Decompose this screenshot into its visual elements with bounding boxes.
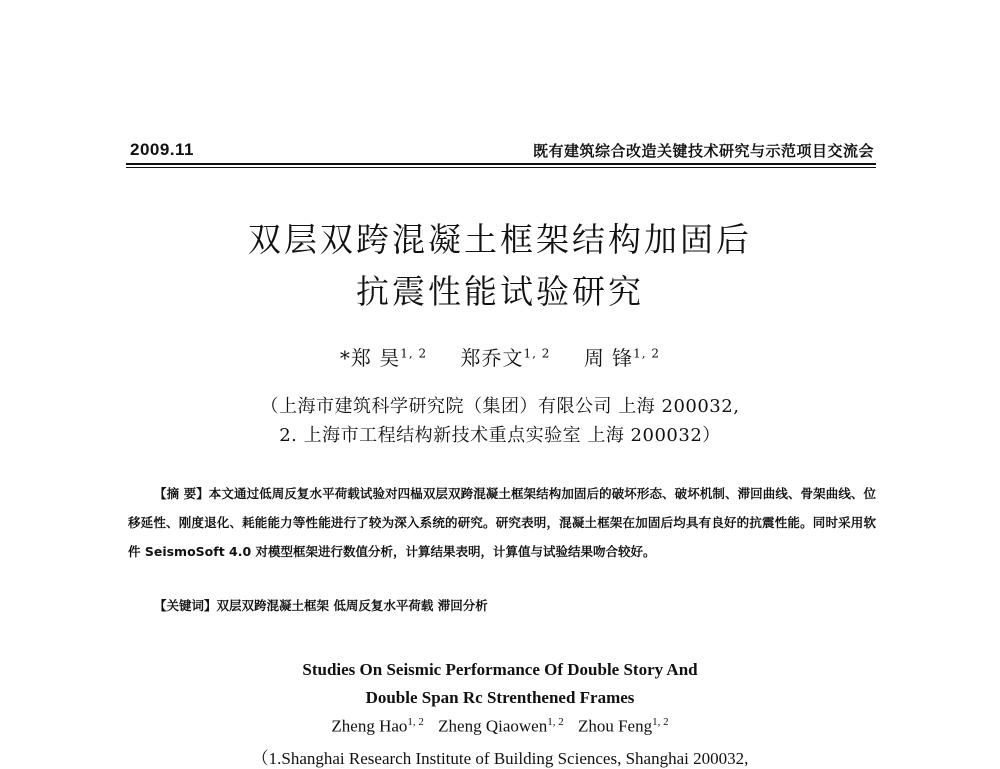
author-name: 周 锋 (583, 346, 634, 370)
author-name: 郑乔文 (460, 346, 524, 370)
header-rule-thin (126, 167, 876, 168)
english-author-name: Zheng Qiaowen (438, 716, 548, 736)
author-affiliation-mark: 1, 2 (523, 346, 551, 361)
english-author-name: Zheng Hao (331, 716, 408, 736)
author-affiliation-mark: 1, 2 (633, 346, 661, 361)
paper-title-line-1: 双层双跨混凝土框架结构加固后 (248, 220, 752, 259)
english-author-name: Zhou Feng (577, 716, 653, 736)
author-affiliation-mark: 1, 2 (400, 346, 428, 361)
english-author-affiliation-mark: 1, 2 (547, 716, 564, 728)
header-rule-thick (126, 163, 876, 165)
author-name: *郑 昊 (339, 346, 401, 370)
english-author-list (0, 716, 1000, 737)
english-author-affiliation-mark: 1, 2 (652, 716, 669, 728)
english-title-line-1: Studies On Seismic Performance Of Double Story And (302, 660, 698, 679)
header-date: 2009.11 (130, 140, 195, 159)
header-journal-title: 既有建筑综合改造关键技术研究与示范项目交流会 (532, 142, 874, 160)
author-list (0, 342, 1000, 371)
paper-title-line-2: 抗震性能试验研究 (356, 272, 644, 311)
affiliation-line-1: （上海市建筑科学研究院（集团）有限公司 上海 200032, (260, 396, 740, 417)
english-author-affiliation-mark: 1, 2 (407, 716, 424, 728)
english-affiliation-line-1: （1.Shanghai Research Institute of Building Sciences, Shanghai 200032, (251, 749, 749, 768)
affiliation-line-2: 2. 上海市工程结构新技术重点实验室 上海 200032） (279, 425, 721, 446)
english-title-line-2: Double Span Rc Strenthened Frames (365, 688, 635, 707)
abstract-paragraph: 【摘 要】本文通过低周反复水平荷载试验对四榀双层双跨混凝土框架结构加固后的破坏形态、破坏机制、滞回曲线、骨架曲线、位移延性、刚度退化、耗能能力等性能进行了较为深入系统的研究。研究表明，混凝土框架在加固后均具有良好的抗震性能。同时采用软件 SeismoSoft 4.0 对模型框架进行数值分析，计算结果表明，计算值与试验结果吻合较好。 (128, 486, 876, 559)
keywords-line: 【关键词】双层双跨混凝土框架 低周反复水平荷载 滞回分析 (154, 598, 488, 613)
